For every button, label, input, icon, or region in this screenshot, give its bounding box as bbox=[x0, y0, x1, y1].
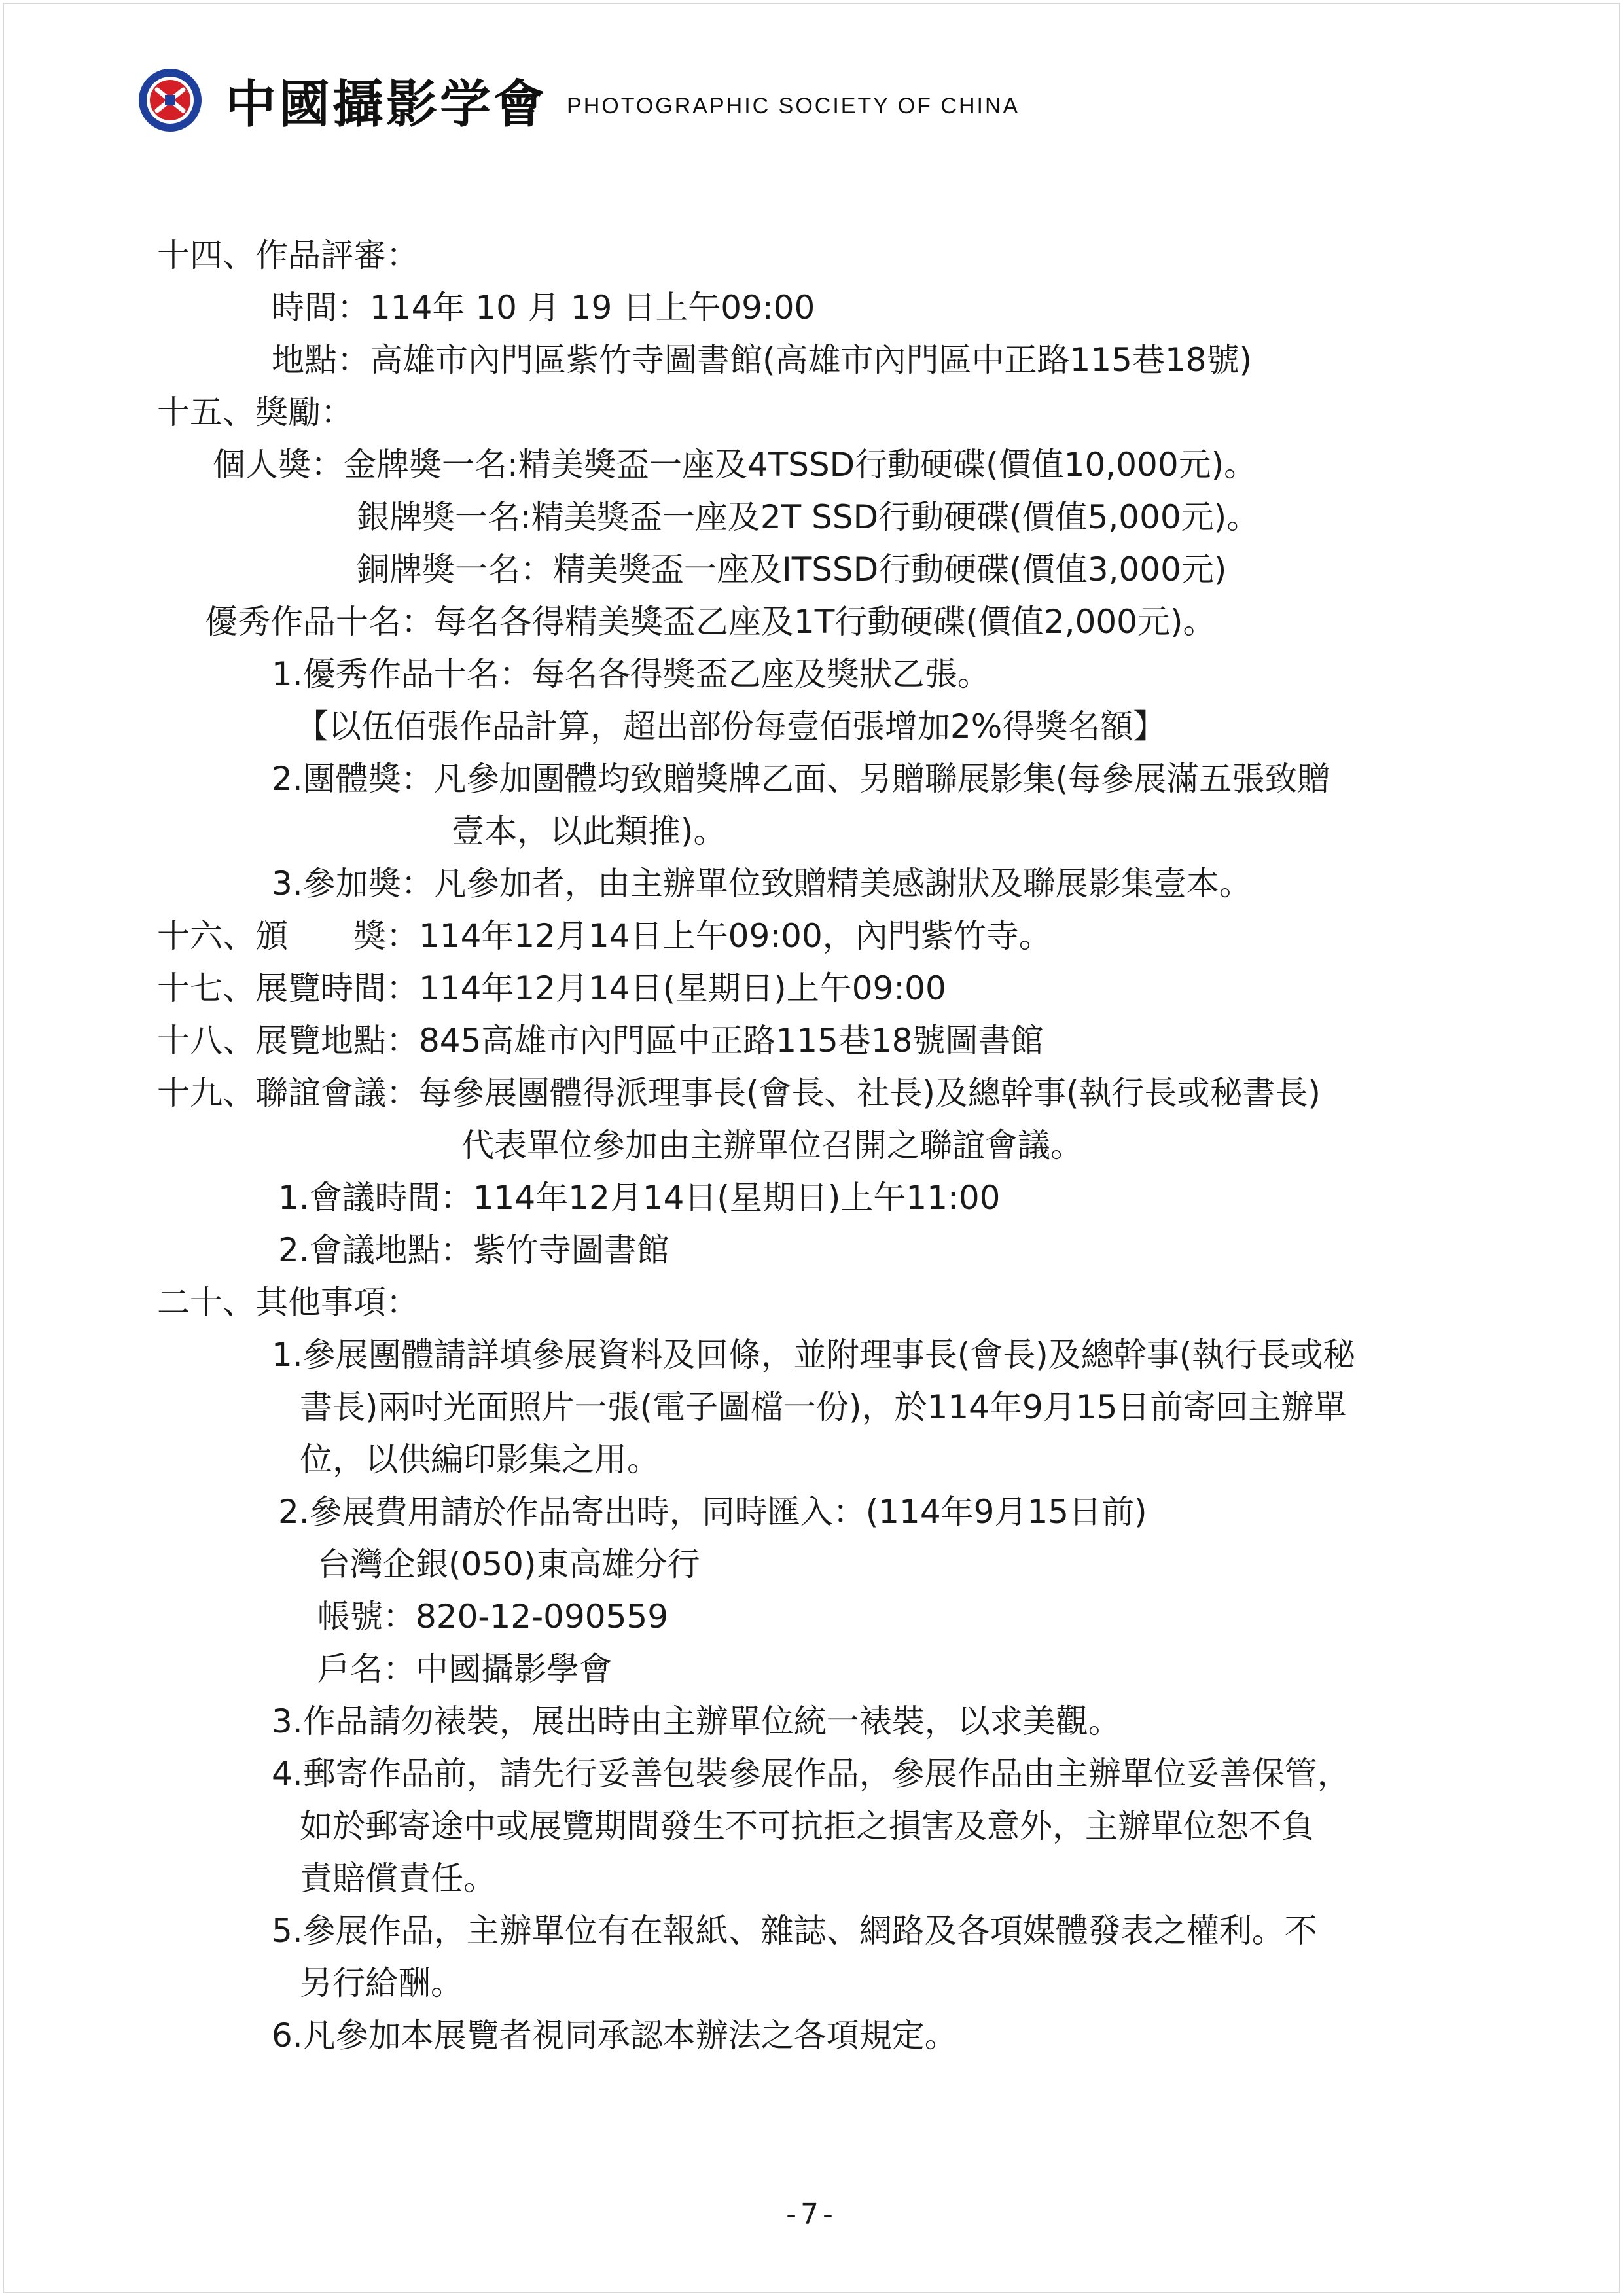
silver-award: 銀牌獎一名:精美獎盃一座及2T SSD行動硬碟(價值5,000元)。 bbox=[357, 498, 1260, 536]
other-item-4-cont-b: 責賠償責任。 bbox=[300, 1859, 496, 1897]
meeting-time: 1.會議時間：114年12月14日(星期日)上午11:00 bbox=[278, 1179, 1001, 1217]
section-15-heading: 十五、獎勵： bbox=[157, 393, 353, 431]
section-20-heading: 二十、其他事項： bbox=[157, 1283, 419, 1321]
award-quota-note: 【以伍佰張作品計算，超出部份每壹佰張增加2%得獎名額】 bbox=[296, 708, 1166, 745]
other-item-5: 5.參展作品，主辦單位有在報紙、雜誌、網路及各項媒體發表之權利。不 bbox=[272, 1912, 1317, 1950]
other-item-1-cont-b: 位，以供編印影集之用。 bbox=[300, 1441, 660, 1479]
bronze-award: 銅牌獎一名：精美獎盃一座及ITSSD行動硬碟(價值3,000元) bbox=[357, 550, 1227, 588]
other-item-2: 2.參展費用請於作品寄出時，同時匯入：(114年9月15日前) bbox=[278, 1493, 1147, 1531]
section-19-cont: 代表單位參加由主辦單位召開之聯誼會議。 bbox=[461, 1126, 1083, 1164]
other-item-3: 3.作品請勿裱裝，展出時由主辦單位統一裱裝，以求美觀。 bbox=[272, 1702, 1121, 1740]
org-name-en: PHOTOGRAPHIC SOCIETY OF CHINA bbox=[567, 93, 1020, 118]
org-name-cn: 中國攝影学會 bbox=[225, 75, 548, 134]
bank-account: 帳號：820-12-090559 bbox=[317, 1598, 669, 1636]
document-header bbox=[137, 64, 1020, 136]
award-item-3: 3.參加獎：凡參加者，由主辦單位致贈精美感謝狀及聯展影集壹本。 bbox=[272, 865, 1252, 903]
other-item-4: 4.郵寄作品前，請先行妥善包裝參展作品，參展作品由主辦單位妥善保管， bbox=[272, 1755, 1350, 1793]
section-14-heading: 十四、作品評審： bbox=[157, 236, 419, 274]
other-item-1: 1.參展團體請詳填參展資料及回條，並附理事長(會長)及總幹事(執行長或秘 bbox=[272, 1336, 1356, 1374]
society-logo-icon bbox=[137, 67, 203, 133]
section-17: 十七、展覽時間：114年12月14日(星期日)上午09:00 bbox=[157, 969, 946, 1007]
section-18: 十八、展覽地點：845高雄市內門區中正路115巷18號圖書館 bbox=[157, 1022, 1044, 1060]
award-item-2-cont: 壹本，以此類推)。 bbox=[452, 812, 726, 850]
judging-location: 地點：高雄市內門區紫竹寺圖書館(高雄市內門區中正路115巷18號) bbox=[272, 341, 1253, 379]
page-number: -7- bbox=[786, 2198, 837, 2231]
judging-time: 時間：114年 10 月 19 日上午09:00 bbox=[272, 289, 815, 327]
other-item-5-cont: 另行給酬。 bbox=[300, 1964, 463, 2002]
bank-name: 台灣企銀(050)東高雄分行 bbox=[317, 1545, 700, 1583]
award-item-2: 2.團體獎：凡參加團體均致贈獎牌乙面、另贈聯展影集(每參展滿五張致贈 bbox=[272, 760, 1330, 798]
section-16: 十六、頒 獎：114年12月14日上午09:00，內門紫竹寺。 bbox=[157, 917, 1052, 955]
excellent-award: 優秀作品十名：每名各得精美獎盃乙座及1T行動硬碟(價值2,000元)。 bbox=[205, 603, 1216, 641]
other-item-6: 6.凡參加本展覽者視同承認本辦法之各項規定。 bbox=[272, 2017, 957, 2054]
other-item-1-cont-a: 書長)兩吋光面照片一張(電子圖檔一份)，於114年9月15日前寄回主辦單 bbox=[300, 1388, 1347, 1426]
gold-award: 個人獎：金牌獎一名:精美獎盃一座及4TSSD行動硬碟(價值10,000元)。 bbox=[213, 446, 1257, 484]
award-item-1: 1.優秀作品十名：每名各得獎盃乙座及獎狀乙張。 bbox=[272, 655, 990, 693]
other-item-4-cont-a: 如於郵寄途中或展覽期間發生不可抗拒之損害及意外，主辦單位恕不負 bbox=[300, 1807, 1314, 1845]
account-holder: 戶名：中國攝影學會 bbox=[317, 1650, 612, 1688]
meeting-location: 2.會議地點：紫竹寺圖書館 bbox=[278, 1231, 669, 1269]
section-19: 十九、聯誼會議：每參展團體得派理事長(會長、社長)及總幹事(執行長或秘書長) bbox=[157, 1074, 1321, 1112]
